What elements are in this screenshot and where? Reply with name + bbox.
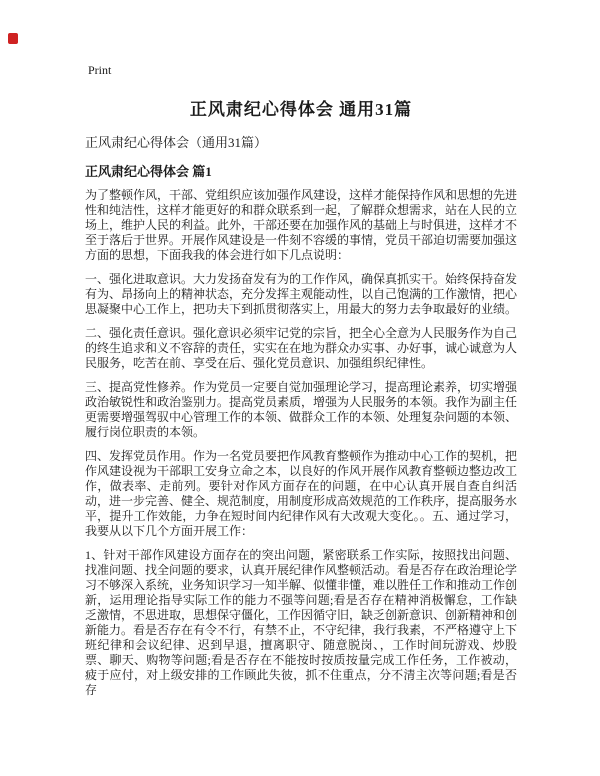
document-subtitle: 正风肃纪心得体会（通用31篇）: [85, 135, 268, 150]
paragraph-point-1: 一、强化进取意识。大力发扬奋发有为的工作作风，确保真抓实干。始终保持奋发有为、昂扬向上的精神状态，充分发挥主观能动性，以自己饱满的工作激情，把心思凝聚中心工作上，把功夫下到抓贯彻落实上，用最大的努力去争取最好的业绩。: [85, 272, 518, 316]
paragraph-point-4: 四、发挥党员作用。作为一名党员要把作风教育整顿作为推动中心工作的契机，把作风建设视为干部职工安身立命之本，以良好的作风开展作风教育整顿边整边改工作，做表率、走前列。要针对作风方面存在的问题，在中心认真开展自查自纠活动，进一步完善、健全、规范制度，用制度形成高效规范的工作秩序，提高服务水平，提升工作效能，力争在短时间内纪律作风有大改观大变化。。五、通过学习，我要从以下几个方面开展工作：: [85, 449, 518, 538]
page-title: 正风肃纪心得体会 通用31篇: [189, 100, 413, 119]
paragraph-point-2: 二、强化责任意识。强化意识必须牢记党的宗旨，把全心全意为人民服务作为自己的终生追求和义不容辞的责任，实实在在地为群众办实事、办好事，诚心诚意为人民服务，吃苦在前、享受在后、强化党员意识、加强组织纪律性。: [85, 326, 518, 370]
paragraph-item-1: 1、针对干部作风建设方面存在的突出问题，紧密联系工作实际，按照找出问题、找准问题、找全问题的要求，认真开展纪律作风整顿活动。看是否存在政治理论学习不够深入系统，业务知识学习一知半解、似懂非懂，难以胜任工作和推动工作创新，运用理论指导实际工作的能力不强等问题;看是否存在精神消极懈怠，工作缺乏激情，不思进取，思想保守僵化，工作因循守旧，缺乏创新意识、创新精神和创新能力。看是否存在有令不行，有禁不止，不守纪律，我行我素，不严格遵守上下班纪律和会议纪律、迟到早退，擅离职守、随意脱岗、，工作时间玩游戏、炒股票、聊天、购物等问题;看是否存在不能按时按质按量完成工作任务，工作被动，疲于应付，对上级安排的工作顾此失彼，抓不住重点，分不清主次等问题;看是否存: [85, 548, 518, 697]
paragraph-intro: 为了整顿作风，干部、党组织应该加强作风建设，这样才能保持作风和思想的先进性和纯洁性，这样才能更好的和群众联系到一起，了解群众想需求，站在人民的立场上，维护人民的利益。此外，干部还要在加强作风的基础上与时俱进，这样才不至于落后于世界。开展作风建设是一件刻不容缓的事情，党员干部迫切需要加强这方面的思想，下面我我的体会进行如下几点说明：: [85, 188, 518, 262]
section-heading: 正风肃纪心得体会 篇1: [85, 164, 212, 179]
article-body: [85, 188, 517, 698]
print-button[interactable]: Print: [88, 63, 112, 77]
paragraph-point-3: 三、提高党性修养。作为党员一定要自觉加强理论学习，提高理论素养，切实增强政治敏锐性和政治鉴别力。提高党员素质，增强为人民服务的本领。我作为副主任更需要增强驾驭中心管理工作的本领、做群众工作的本领、处理复杂问题的本领、履行岗位职责的本领。: [85, 380, 518, 439]
red-marker-icon: [8, 33, 18, 44]
